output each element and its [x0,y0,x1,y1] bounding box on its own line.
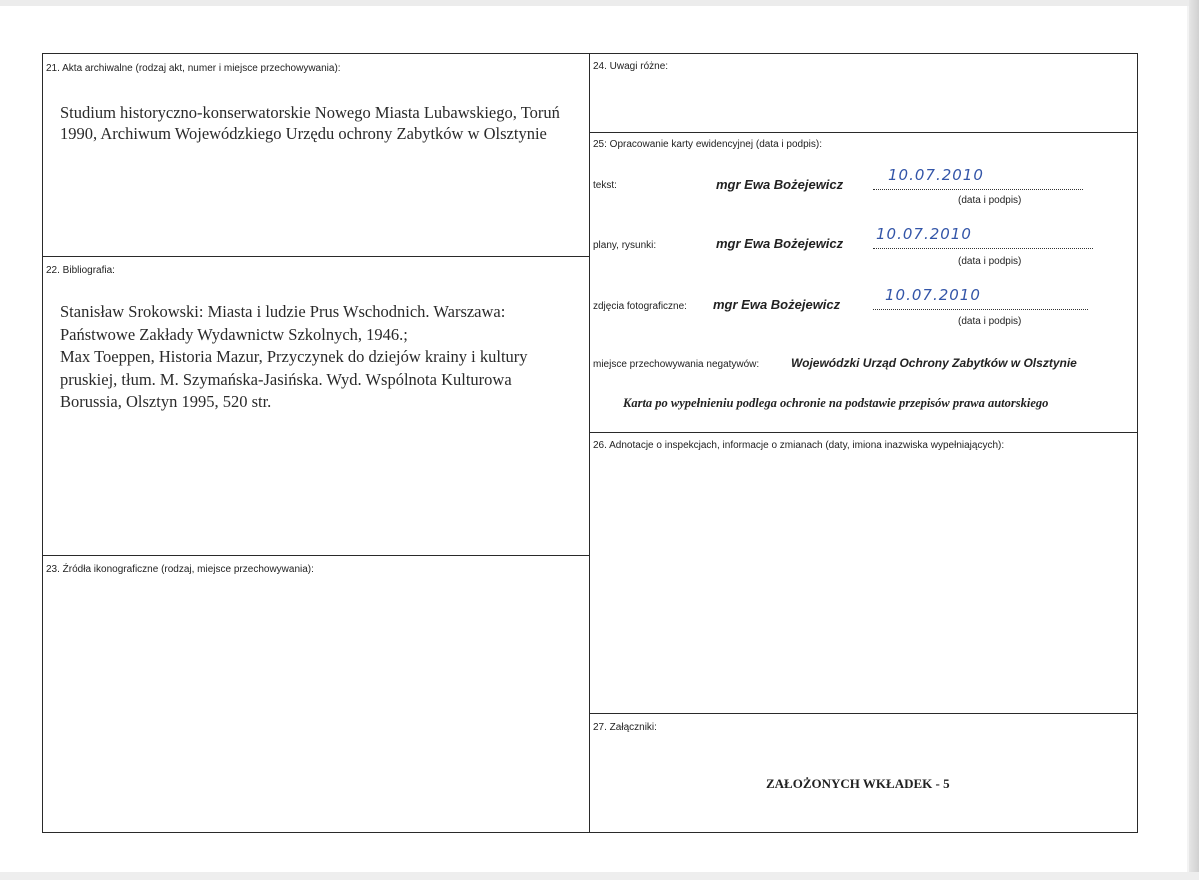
signature-line [873,247,1093,249]
bibliography-line: Max Toeppen, Historia Mazur, Przyczynek do dziejów krainy i kultury [60,347,528,366]
photos-author-name: mgr Ewa Bożejewicz [713,297,841,312]
attachments-value: ZAŁOŻONYCH WKŁADEK - 5 [766,776,950,791]
column-divider [589,53,590,833]
section-24-label: 24. Uwagi różne: [593,61,669,72]
section-21-line: 1990, Archiwum Wojewódzkiego Urzędu ochrony Zabytków w Olsztynie [60,124,547,143]
signature-caption: (data i podpis) [958,256,1022,267]
section-25-label: 25: Opracowanie karty ewidencyjnej (data i podpis): [593,139,823,150]
section-21-line: Studium historyczno-konserwatorskie Nowego Miasta Lubawskiego, Toruń [60,103,560,122]
scan-bottom-edge [0,872,1199,880]
text-row-label: tekst: [593,180,617,191]
divider-22-23 [42,555,590,556]
signature-line [873,308,1088,310]
divider-24-25 [589,132,1138,133]
signature-caption: (data i podpis) [958,316,1022,327]
negatives-location: Wojewódzki Urząd Ochrony Zabytków w Olsztynie [791,356,1077,370]
divider-25-26 [589,432,1138,433]
section-22-label: 22. Bibliografia: [46,265,115,276]
divider-26-27 [589,713,1138,714]
signature-line [873,188,1083,190]
bibliography-line: Borussia, Olsztyn 1995, 520 str. [60,392,272,411]
handwritten-signature-date: 10.07.2010 [888,166,984,184]
scan-right-edge [1189,0,1199,880]
bibliography-line: Państwowe Zakłady Wydawnictw Szkolnych, 1946.; [60,324,408,344]
section-21-label: 21. Akta archiwalne (rodzaj akt, numer i miejsce przechowywania): [46,63,341,74]
photos-row-label: zdjęcia fotograficzne: [593,301,687,312]
handwritten-signature-date: 10.07.2010 [885,286,981,304]
handwritten-signature-date: 10.07.2010 [876,225,972,243]
divider-21-22 [42,256,590,257]
section-23-label: 23. Źródła ikonograficzne (rodzaj, miejsce przechowywania): [46,564,314,575]
section-26-label: 26. Adnotacje o inspekcjach, informacje o zmianach (daty, imiona inazwiska wypełniających): [593,440,1005,451]
negatives-label: miejsce przechowywania negatywów: [593,359,760,370]
copyright-note: Karta po wypełnieniu podlega ochronie na podstawie przepisów prawa autorskiego [623,396,1049,410]
plans-row-label: plany, rysunki: [593,240,657,251]
plans-author-name: mgr Ewa Bożejewicz [716,236,844,251]
signature-caption: (data i podpis) [958,195,1022,206]
bibliography-line: Stanisław Srokowski: Miasta i ludzie Prus Wschodnich. Warszawa: [60,302,506,321]
bibliography-line: pruskiej, tłum. M. Szymańska-Jasińska. Wyd. Wspólnota Kulturowa [60,369,512,389]
section-27-label: 27. Załączniki: [593,722,657,733]
section-22-text [60,301,528,414]
section-21-text [60,102,560,144]
text-author-name: mgr Ewa Bożejewicz [716,177,844,192]
